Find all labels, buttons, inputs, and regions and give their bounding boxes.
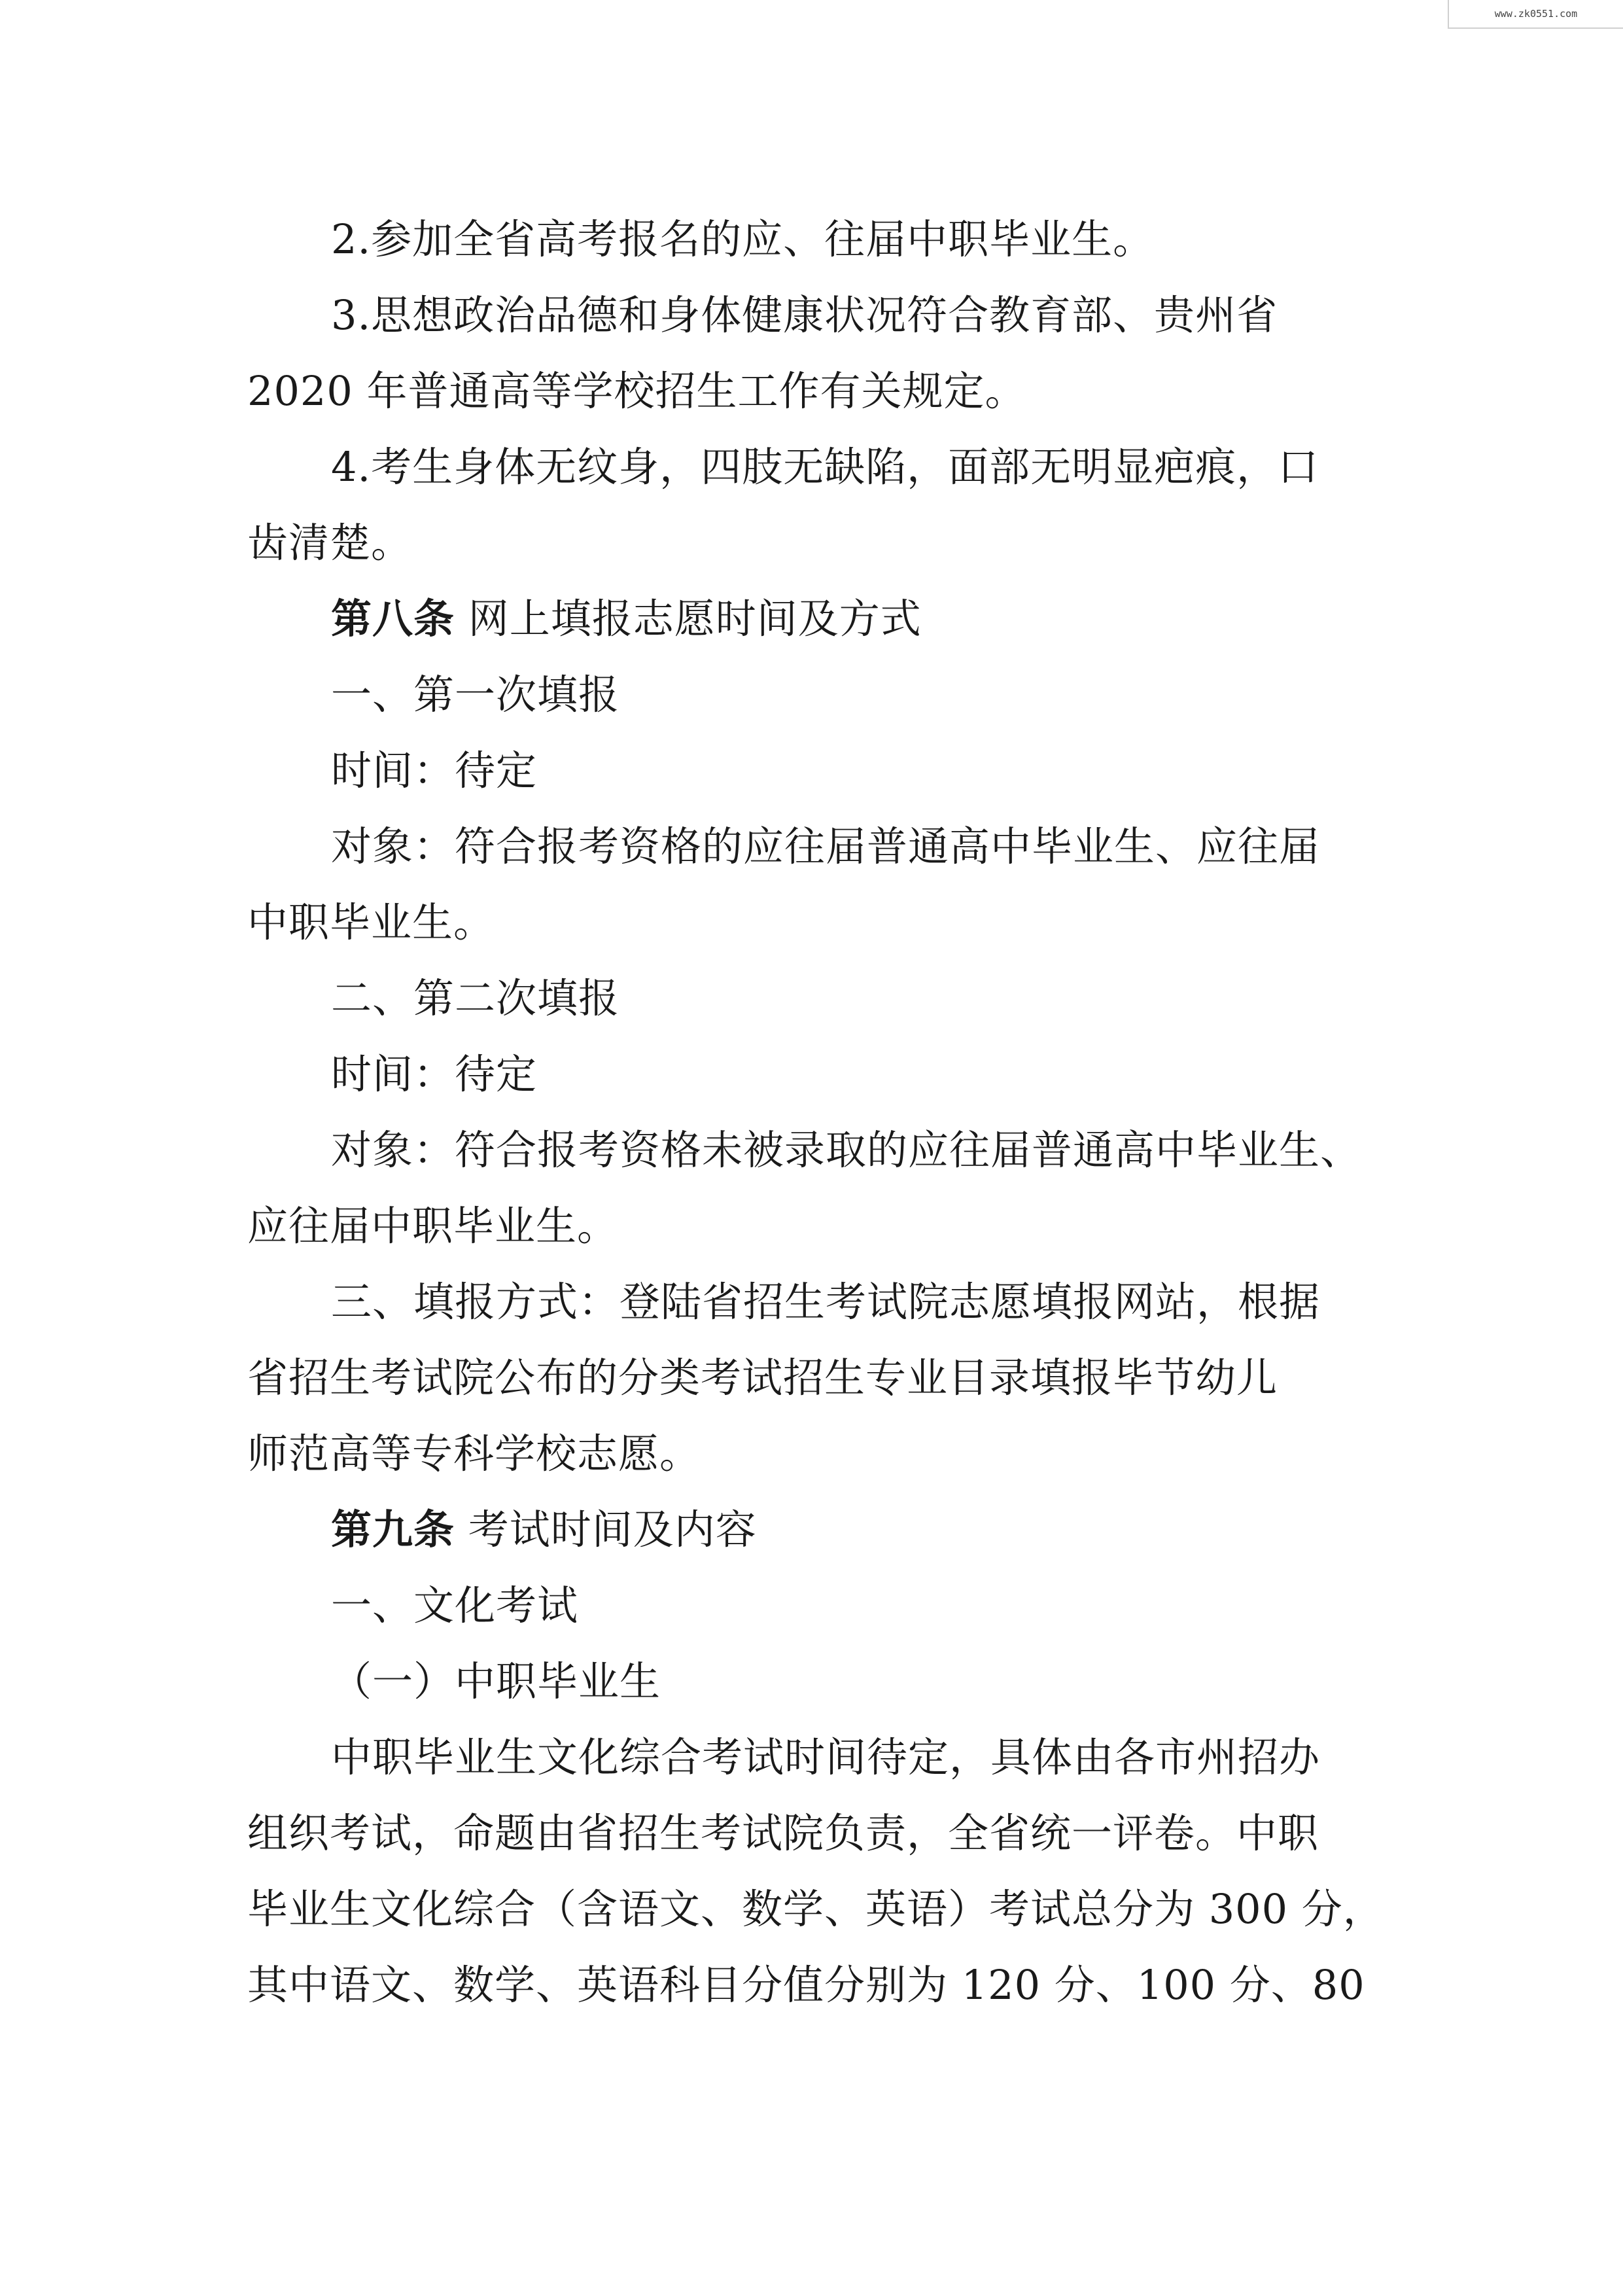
watermark: www.zk0551.com bbox=[1448, 0, 1623, 29]
text-line: 时间：待定 bbox=[331, 1050, 538, 1098]
text-line: 其中语文、数学、英语科目分值分别为 120 分、100 分、80 bbox=[247, 1961, 1365, 2009]
text-line: 组织考试，命题由省招生考试院负责，全省统一评卷。中职 bbox=[247, 1809, 1319, 1857]
text-line: 一、文化考试 bbox=[331, 1581, 579, 1629]
text-line: 齿清楚。 bbox=[247, 519, 413, 567]
article-number: 第九条 bbox=[331, 1506, 455, 1553]
text-line: （一）中职毕业生 bbox=[331, 1657, 661, 1705]
text-line: 应往届中职毕业生。 bbox=[247, 1202, 619, 1250]
text-line: 2020 年普通高等学校招生工作有关规定。 bbox=[247, 367, 1026, 415]
text-line: 二、第二次填报 bbox=[331, 974, 620, 1022]
text-line: 对象：符合报考资格的应往届普通高中毕业生、应往届 bbox=[331, 822, 1321, 870]
text-line: 2.参加全省高考报名的应、往届中职毕业生。 bbox=[331, 215, 1155, 263]
article-heading: 第八条 网上填报志愿时间及方式 bbox=[331, 595, 922, 643]
text-line: 时间：待定 bbox=[331, 747, 538, 794]
article-heading: 第九条 考试时间及内容 bbox=[331, 1506, 757, 1553]
text-line: 一、第一次填报 bbox=[331, 671, 620, 718]
text-line: 4.考生身体无纹身，四肢无缺陷，面部无明显疤痕，口 bbox=[331, 443, 1319, 491]
text-line: 中职毕业生文化综合考试时间待定，具体由各市州招办 bbox=[331, 1733, 1321, 1781]
text-line: 3.思想政治品德和身体健康状况符合教育部、贵州省 bbox=[331, 291, 1278, 339]
text-line: 对象：符合报考资格未被录取的应往届普通高中毕业生、 bbox=[331, 1126, 1362, 1174]
text-line: 中职毕业生。 bbox=[247, 898, 495, 946]
text-line: 省招生考试院公布的分类考试招生专业目录填报毕节幼儿 bbox=[247, 1354, 1278, 1402]
text-line: 师范高等专科学校志愿。 bbox=[247, 1430, 701, 1477]
article-number: 第八条 bbox=[331, 595, 455, 643]
text-line: 三、填报方式：登陆省招生考试院志愿填报网站，根据 bbox=[331, 1278, 1321, 1326]
text-line: 毕业生文化综合（含语文、数学、英语）考试总分为 300 分， bbox=[247, 1885, 1384, 1933]
